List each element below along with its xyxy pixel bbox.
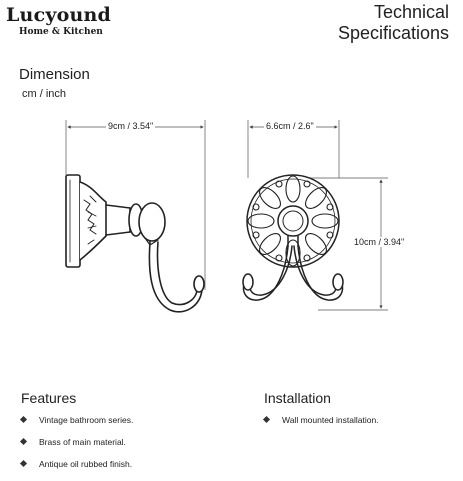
features-list — [21, 415, 133, 481]
title-line-1: Technical — [373, 2, 449, 22]
list-item: Antique oil rubbed finish. — [21, 459, 133, 481]
diamond-bullet-icon — [20, 416, 27, 423]
installation-list — [264, 415, 379, 437]
diamond-bullet-icon — [20, 438, 27, 445]
diamond-bullet-icon — [263, 416, 270, 423]
diamond-bullet-icon — [20, 460, 27, 467]
installation-heading: Installation — [264, 390, 331, 406]
title-line-2: Specifications — [337, 23, 449, 43]
dimension-units: cm / inch — [22, 88, 67, 100]
depth-dimension-label: 9cm / 3.54" — [108, 121, 154, 131]
list-item: Brass of main material. — [21, 437, 133, 459]
brand-tagline: Home & Kitchen — [19, 27, 103, 37]
list-item: Vintage bathroom series. — [21, 415, 133, 437]
width-dimension-label: 6.6cm / 2.6" — [266, 121, 314, 131]
front-view-hook — [243, 175, 343, 300]
list-item: Wall mounted installation. — [264, 415, 379, 437]
height-dimension-label: 10cm / 3.94" — [354, 237, 405, 247]
features-heading: Features — [21, 390, 77, 406]
dimension-heading: Dimension — [19, 66, 90, 83]
brand-name: Lucyound — [6, 4, 111, 26]
side-view-hook — [66, 175, 204, 312]
